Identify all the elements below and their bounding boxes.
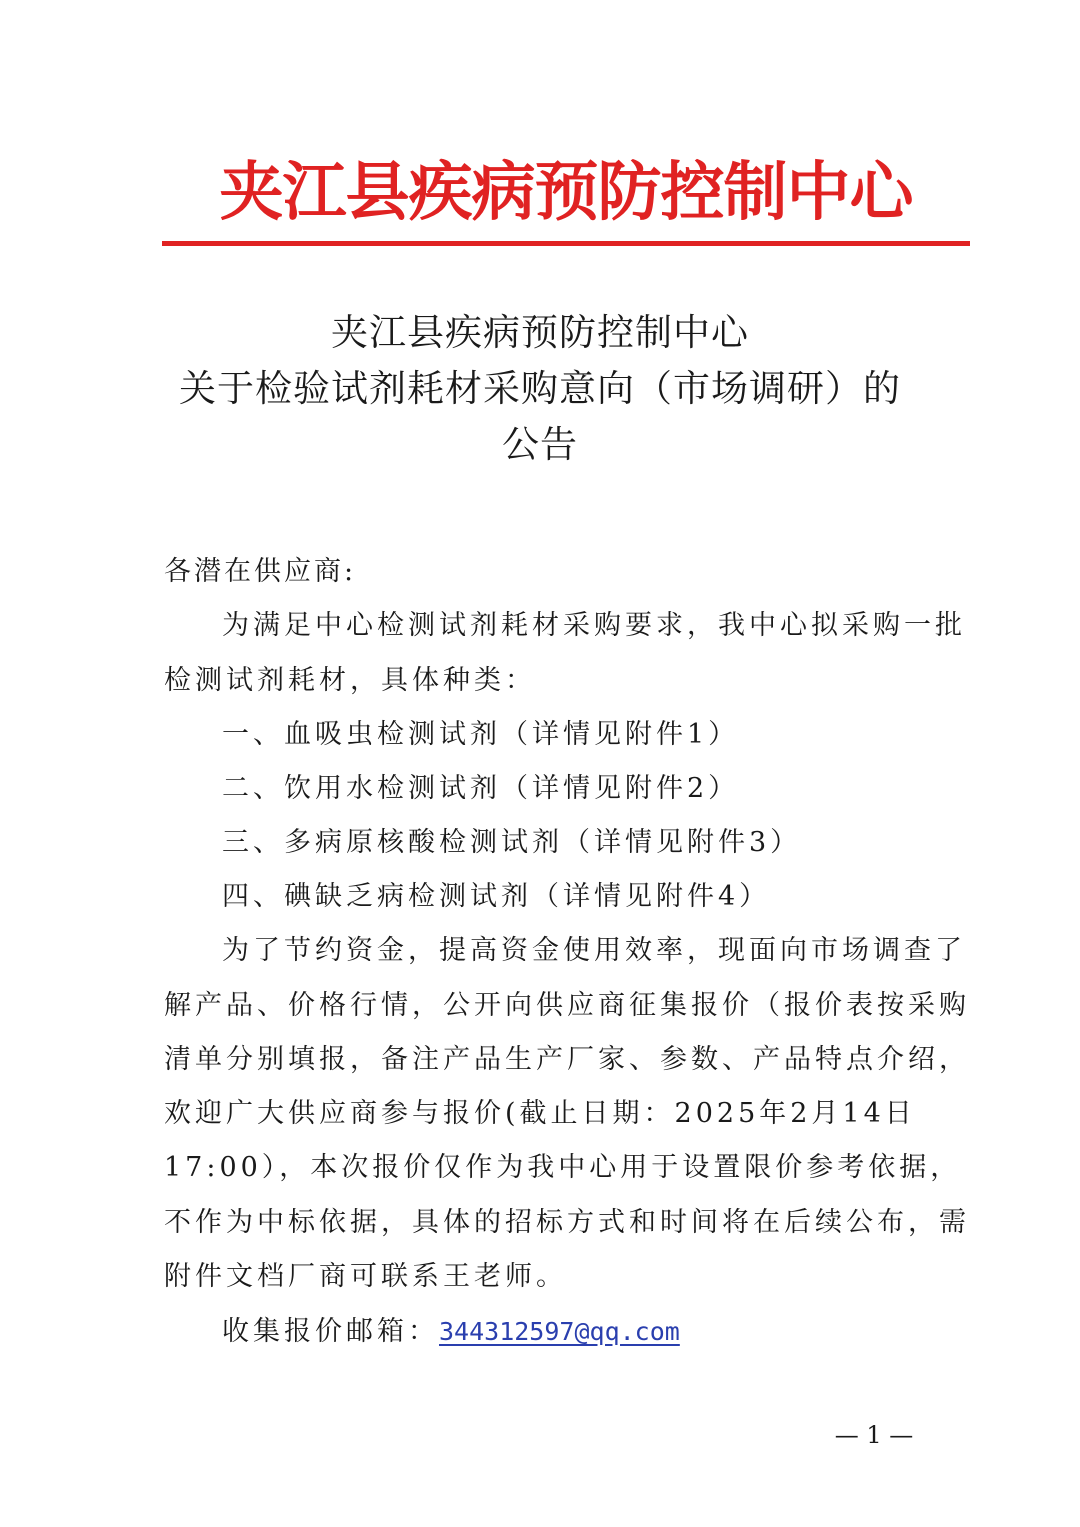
email-label: 收集报价邮箱：: [222, 1316, 439, 1347]
list-item-1: 一、血吸虫检测试剂（详情见附件1）: [222, 719, 740, 750]
letterhead-org-name: 夹江县疾病预防控制中心: [219, 155, 913, 230]
para2-line-5: 17:00），本次报价仅作为我中心用于设置限价参考依据，: [164, 1152, 962, 1183]
list-item-3: 三、多病原核酸检测试剂（详情见附件3）: [222, 827, 802, 858]
email-link[interactable]: 344312597@qq.com: [439, 1317, 680, 1346]
doc-title-line1: 夹江县疾病预防控制中心: [331, 311, 749, 354]
para2-line-6: 不作为中标依据，具体的招标方式和时间将在后续公布，需: [164, 1207, 970, 1238]
para2-line-2: 解产品、价格行情，公开向供应商征集报价（报价表按采购: [164, 990, 970, 1021]
para2-line-1: 为了节约资金，提高资金使用效率，现面向市场调查了: [222, 935, 966, 966]
list-item-2: 二、饮用水检测试剂（详情见附件2）: [222, 773, 740, 804]
para2-line-4: 欢迎广大供应商参与报价(截止日期：2025年2月14日: [164, 1098, 916, 1129]
para2-line-3: 清单分别填报，备注产品生产厂家、参数、产品特点介绍，: [164, 1044, 970, 1075]
doc-title-line2: 关于检验试剂耗材采购意向（市场调研）的: [179, 367, 901, 410]
list-item-4: 四、碘缺乏病检测试剂（详情见附件4）: [222, 881, 771, 912]
letterhead-red-rule: [162, 241, 970, 246]
intro-line-2: 检测试剂耗材，具体种类：: [164, 665, 536, 696]
intro-line-1: 为满足中心检测试剂耗材采购要求，我中心拟采购一批: [222, 610, 966, 641]
salutation: 各潜在供应商:: [164, 556, 357, 587]
doc-title-line3: 公告: [502, 423, 578, 466]
para2-line-7: 附件文档厂商可联系王老师。: [164, 1261, 567, 1292]
page-number: — 1 —: [834, 1421, 914, 1449]
email-row: [222, 1312, 680, 1352]
